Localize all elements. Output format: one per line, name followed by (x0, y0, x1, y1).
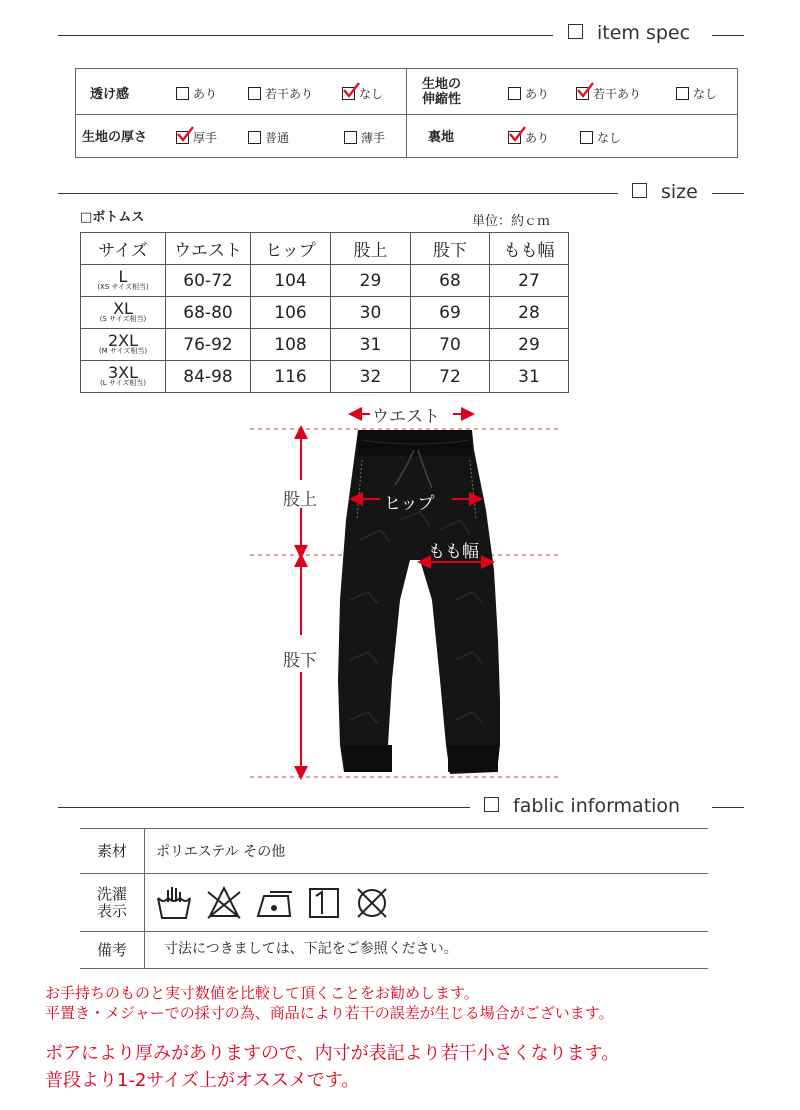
size-cell: 2XL (M サイズ相当) (81, 329, 166, 361)
header-thigh: もも幅 (490, 233, 569, 265)
fabric-header-line-left (58, 807, 470, 808)
size-cell: 3XL (L サイズ相当) (81, 361, 166, 393)
hip-cell: 108 (251, 329, 331, 361)
hip-cell: 116 (251, 361, 331, 393)
fabric-section-title: fablic information (484, 795, 680, 817)
checkbox-icon (248, 87, 261, 100)
size-cell: L (XS サイズ相当) (81, 265, 166, 297)
thickness-option-1[interactable]: 厚手 (176, 129, 217, 146)
low-iron-icon (258, 892, 292, 916)
notice-line-1: お手持ちのものと実寸数値を比較して頂くことをお勧めします。 (45, 984, 479, 1002)
hip-cell: 104 (251, 265, 331, 297)
spec-header-line-left (58, 35, 553, 36)
pants-diagram (0, 400, 800, 790)
lining-option-2[interactable]: なし (580, 129, 621, 146)
spec-divider (406, 69, 407, 157)
spec-table (75, 68, 738, 158)
checkbox-icon (176, 87, 189, 100)
wash-row (80, 874, 708, 932)
thickness-option-2[interactable]: 普通 (248, 129, 289, 146)
checked-checkbox-icon (342, 87, 355, 100)
stretch-option-2[interactable]: 若干あり (576, 85, 641, 102)
header-hip: ヒップ (251, 233, 331, 265)
header-waist: ウエスト (166, 233, 251, 265)
no-dry-clean-icon (358, 889, 386, 917)
size-category: □ボトムス (80, 210, 145, 225)
size-table (80, 232, 569, 393)
checkbox-square-icon (632, 183, 647, 198)
thickness-label: 生地の厚さ (82, 130, 148, 145)
lining-option-1[interactable]: あり (508, 129, 549, 146)
table-row (81, 265, 569, 297)
rise-dimension-label: 股上 (283, 490, 317, 510)
checked-checkbox-icon (508, 131, 521, 144)
inseam-cell: 68 (411, 265, 490, 297)
thigh-cell: 27 (490, 265, 569, 297)
transparency-option-1[interactable]: あり (176, 85, 217, 102)
checkbox-icon (580, 131, 593, 144)
inseam-cell: 69 (411, 297, 490, 329)
notes-value: 寸法につきましては、下記をご参照ください。 (164, 941, 458, 957)
lining-label: 裏地 (428, 130, 455, 145)
checkbox-icon (344, 131, 357, 144)
size-table-header (81, 233, 569, 265)
size-header-line-right (712, 193, 744, 194)
waist-cell: 76-92 (166, 329, 251, 361)
size-cell: XL (S サイズ相当) (81, 297, 166, 329)
thigh-cell: 28 (490, 297, 569, 329)
wash-icons (156, 884, 396, 922)
transparency-label: 透け感 (90, 87, 130, 102)
waist-cell: 60-72 (166, 265, 251, 297)
no-bleach-icon (208, 888, 240, 918)
hand-wash-icon (158, 887, 190, 918)
stretch-label: 生地の 伸縮性 (422, 77, 462, 107)
table-row (81, 361, 569, 393)
checked-checkbox-icon (176, 131, 189, 144)
checkbox-icon (248, 131, 261, 144)
waist-dimension-label: ウエスト (372, 407, 440, 427)
stretch-option-1[interactable]: あり (508, 85, 549, 102)
transparency-option-3[interactable]: なし (342, 85, 383, 102)
notes-label: 備考 (80, 932, 145, 968)
waist-cell: 84-98 (166, 361, 251, 393)
material-row (80, 829, 708, 874)
notes-row (80, 932, 708, 969)
header-inseam: 股下 (411, 233, 490, 265)
hip-cell: 106 (251, 297, 331, 329)
fabric-header-line-right (712, 807, 744, 808)
rise-cell: 29 (331, 265, 411, 297)
size-unit: 単位：約ｃｍ (472, 214, 551, 229)
notice-line-2: 平置き・メジャーでの採寸の為、商品により若干の誤差が生じる場合がございます。 (45, 1004, 614, 1022)
checkbox-square-icon (568, 24, 583, 39)
fabric-table (80, 828, 708, 969)
inseam-cell: 72 (411, 361, 490, 393)
size-header-line-left (58, 193, 618, 194)
flat-dry-icon (310, 889, 338, 917)
rise-cell: 32 (331, 361, 411, 393)
thigh-cell: 29 (490, 329, 569, 361)
pants-image (338, 430, 500, 774)
wash-label: 洗濯 表示 (80, 874, 145, 931)
checked-checkbox-icon (576, 87, 589, 100)
spec-section-title: item spec (568, 22, 690, 44)
thigh-dimension-label: もも幅 (428, 542, 479, 562)
rise-cell: 31 (331, 329, 411, 361)
header-size: サイズ (81, 233, 166, 265)
rise-cell: 30 (331, 297, 411, 329)
header-rise: 股上 (331, 233, 411, 265)
spec-row-divider (76, 114, 737, 115)
table-row (81, 297, 569, 329)
checkbox-icon (508, 87, 521, 100)
notice-line-4: 普段より1-2サイズ上がオススメです。 (45, 1070, 360, 1091)
checkbox-square-icon (484, 797, 499, 812)
spec-header-line-right (712, 35, 744, 36)
notice-line-3: ボアにより厚みがありますので、内寸が表記より若干小さくなります。 (45, 1043, 620, 1064)
thickness-option-3[interactable]: 薄手 (344, 129, 385, 146)
transparency-option-2[interactable]: 若干あり (248, 85, 313, 102)
stretch-option-3[interactable]: なし (676, 85, 717, 102)
material-label: 素材 (80, 829, 145, 873)
thigh-cell: 31 (490, 361, 569, 393)
material-value: ポリエステル その他 (156, 844, 286, 860)
size-section-title: size (632, 181, 698, 203)
inseam-dimension-label: 股下 (283, 651, 317, 671)
hip-dimension-label: ヒップ (384, 494, 435, 514)
waist-cell: 68-80 (166, 297, 251, 329)
inseam-cell: 70 (411, 329, 490, 361)
table-row (81, 329, 569, 361)
checkbox-icon (676, 87, 689, 100)
